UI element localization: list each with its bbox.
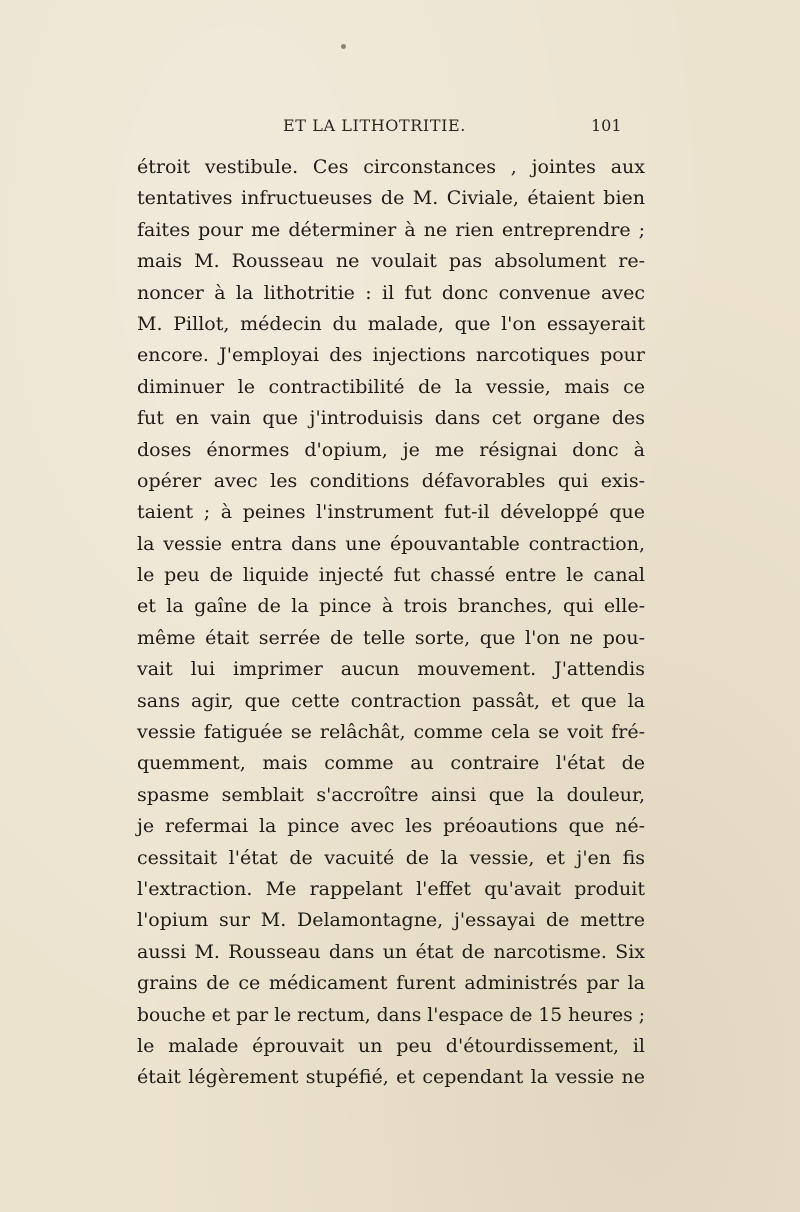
text-line: vait lui imprimer aucun mouvement. J'attendis	[137, 658, 645, 681]
text-line: aussi M. Rousseau dans un état de narcotisme. Six	[137, 940, 645, 963]
text-line: je refermai la pince avec les préoautions que né-	[137, 815, 645, 838]
text-line: même était serrée de telle sorte, que l'on ne pou-	[137, 626, 645, 649]
text-line: quemment, mais comme au contraire l'état de	[137, 752, 645, 775]
text-line: doses énormes d'opium, je me résignai donc à	[137, 438, 645, 461]
text-line: l'extraction. Me rappelant l'effet qu'avait produit	[137, 877, 645, 900]
text-line: vessie fatiguée se relâchât, comme cela se voit fré-	[137, 721, 645, 744]
text-line: faites pour me déterminer à ne rien entreprendre ;	[137, 218, 645, 241]
ink-speck	[341, 44, 346, 49]
text-line: M. Pillot, médecin du malade, que l'on essayerait	[137, 312, 645, 335]
text-line: grains de ce médicament furent administrés par la	[137, 972, 645, 995]
text-line: spasme semblait s'accroître ainsi que la douleur,	[137, 783, 645, 806]
text-line: mais M. Rousseau ne voulait pas absolument re-	[137, 250, 645, 273]
text-line: le malade éprouvait un peu d'étourdissement, il	[137, 1034, 645, 1057]
text-line: le peu de liquide injecté fut chassé entre le canal	[137, 564, 645, 587]
text-line: l'opium sur M. Delamontagne, j'essayai de mettre	[137, 909, 645, 932]
text-line: étroit vestibule. Ces circonstances , jointes aux	[137, 156, 645, 178]
text-line: la vessie entra dans une épouvantable contraction,	[137, 532, 645, 555]
text-line: taient ; à peines l'instrument fut-il développé que	[137, 501, 645, 524]
text-line: encore. J'employai des injections narcotiques pour	[137, 344, 645, 367]
text-line: était légèrement stupéfié, et cependant la vessie ne	[137, 1066, 645, 1089]
text-line: opérer avec les conditions défavorables qui exis-	[137, 469, 645, 492]
page-number: 101	[591, 116, 622, 135]
text-line: et la gaîne de la pince à trois branches, qui elle-	[137, 595, 645, 618]
running-title: ET LA LITHOTRITIE.	[283, 116, 466, 135]
text-line: tentatives infructueuses de M. Civiale, étaient bien	[137, 187, 645, 210]
text-line: noncer à la lithotritie : il fut donc convenue avec	[137, 281, 645, 304]
text-line: cessitait l'état de vacuité de la vessie, et j'en fis	[137, 846, 645, 869]
text-line: fut en vain que j'introduisis dans cet organe des	[137, 407, 645, 430]
body-text	[137, 152, 645, 1094]
text-line: diminuer le contractibilité de la vessie, mais ce	[137, 375, 645, 398]
text-line: bouche et par le rectum, dans l'espace de 15 heures ;	[137, 1004, 645, 1026]
text-line: sans agir, que cette contraction passât, et que la	[137, 689, 645, 712]
